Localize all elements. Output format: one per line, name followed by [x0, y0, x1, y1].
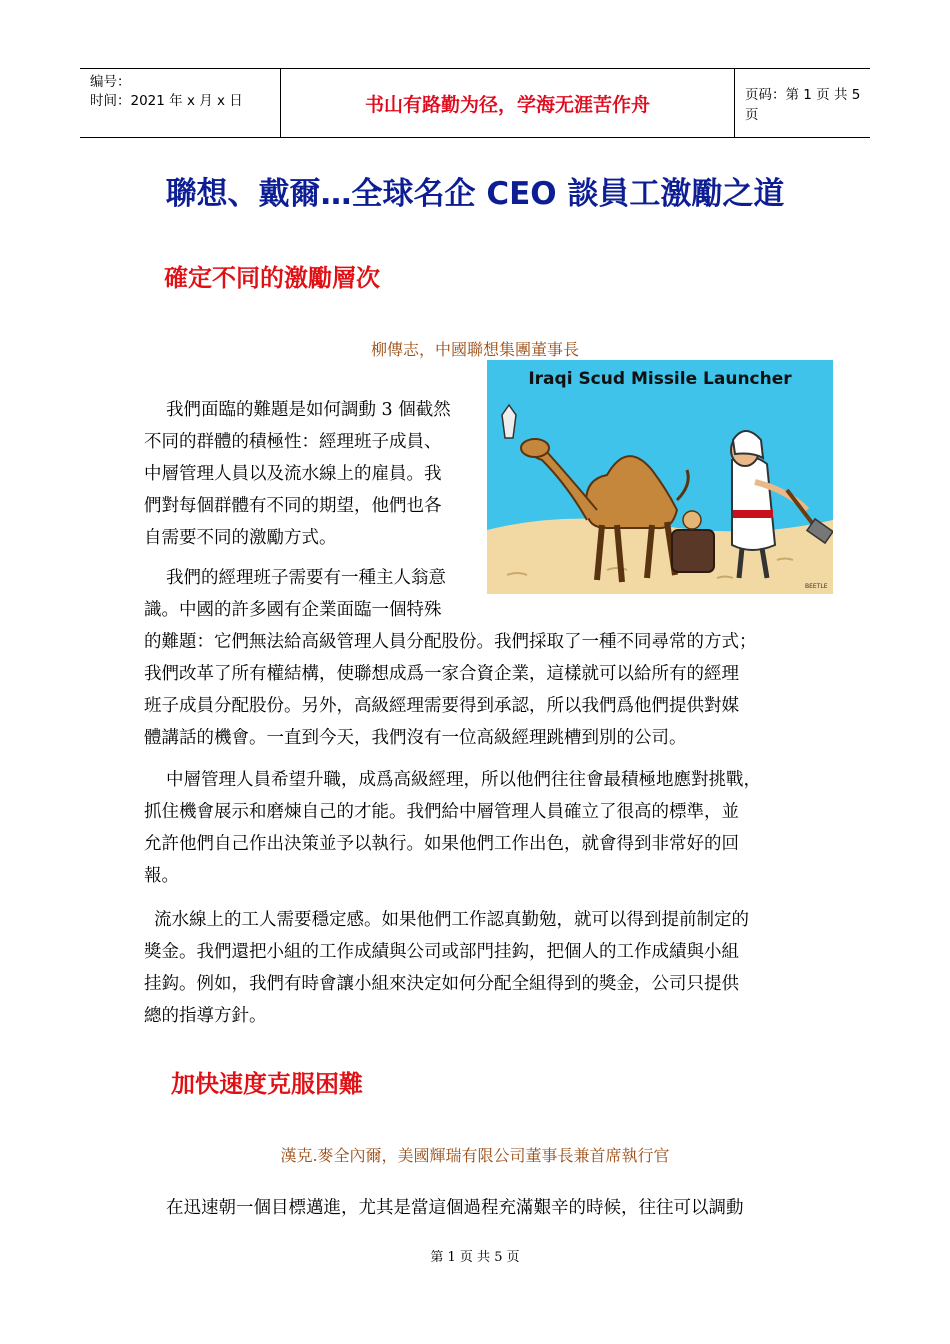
page-footer: 第 1 页 共 5 页: [430, 1250, 520, 1265]
section-byline-1: 柳傳志，中國聯想集團董事長: [370, 340, 579, 359]
paragraph-line: 的難題：它們無法給高級管理人員分配股份。我們採取了一種不同尋常的方式；: [144, 632, 757, 652]
paragraph-line: 流水線上的工人需要穩定感。如果他們工作認真勤勉，就可以得到提前制定的: [154, 910, 749, 930]
paragraph-line: 我們的經理班子需要有一種主人翁意: [166, 568, 446, 588]
paragraph-5: [144, 1192, 744, 1224]
paragraph-line: 抓住機會展示和磨煉自己的才能。我們給中層管理人員確立了很高的標準，並: [144, 802, 739, 822]
cartoon-image: [487, 360, 833, 594]
paragraph-line: 不同的群體的積極性：經理班子成員、: [144, 432, 442, 452]
paragraph-line: 班子成員分配股份。另外，高級經理需要得到承認，所以我們爲他們提供對媒: [144, 696, 739, 716]
cartoon-caption: Iraqi Scud Missile Launcher: [528, 369, 792, 389]
number-label: 编号：: [90, 74, 131, 90]
paragraph-line: 總的指導方針。: [144, 1006, 267, 1026]
paragraph-line: 中層管理人員以及流水線上的雇員。我: [144, 464, 442, 484]
paragraph-line: 我們面臨的難題是如何調動 3 個截然: [166, 400, 451, 420]
paragraph-2: [144, 562, 757, 754]
header-meta: [80, 69, 280, 137]
paragraph-line: 報。: [144, 866, 179, 886]
paragraph-line: 自需要不同的激勵方式。: [144, 528, 337, 548]
paragraph-line: 在迅速朝一個目標邁進，尤其是當這個過程充滿艱辛的時候，往往可以調動: [166, 1198, 744, 1218]
section-heading-1: 確定不同的激勵層次: [164, 263, 380, 292]
paragraph-line: 獎金。我們還把小組的工作成績與公司或部門挂鈎，把個人的工作成績與小組: [144, 942, 739, 962]
paragraph-3: [144, 764, 761, 892]
cartoon-signature: BEETLE: [805, 583, 828, 590]
header-motto: 书山有路勤为径，学海无涯苦作舟: [280, 69, 735, 137]
paragraph-line: 我們改革了所有權結構，使聯想成爲一家合資企業，這樣就可以給所有的經理: [144, 664, 739, 684]
paragraph-line: 允許他們自己作出決策並予以執行。如果他們工作出色，就會得到非常好的回: [144, 834, 739, 854]
paragraph-4: [144, 904, 749, 1032]
time-label: 时间：2021 年 x 月 x 日: [90, 93, 243, 109]
paragraph-line: 識。中國的許多國有企業面臨一個特殊: [144, 600, 442, 620]
paragraph-1: [144, 394, 451, 554]
paragraph-line: 中層管理人員希望升職，成爲高級經理，所以他們往往會最積極地應對挑戰，: [166, 770, 761, 790]
header-page-info: 页码：第 1 页 共 5 页: [745, 87, 861, 123]
document-header: [80, 68, 870, 138]
paragraph-line: 挂鈎。例如，我們有時會讓小組來決定如何分配全組得到的獎金，公司只提供: [144, 974, 739, 994]
paragraph-line: 們對每個群體有不同的期望，他們也各: [144, 496, 442, 516]
section-heading-2: 加快速度克服困難: [171, 1069, 363, 1098]
section-byline-2: 漢克.麥全內爾，美國輝瑞有限公司董事長兼首席執行官: [280, 1146, 670, 1165]
page-title: 聯想、戴爾…全球名企 CEO 談員工激勵之道: [165, 176, 785, 212]
paragraph-line: 體講話的機會。一直到今天，我們沒有一位高級經理跳槽到別的公司。: [144, 728, 687, 748]
